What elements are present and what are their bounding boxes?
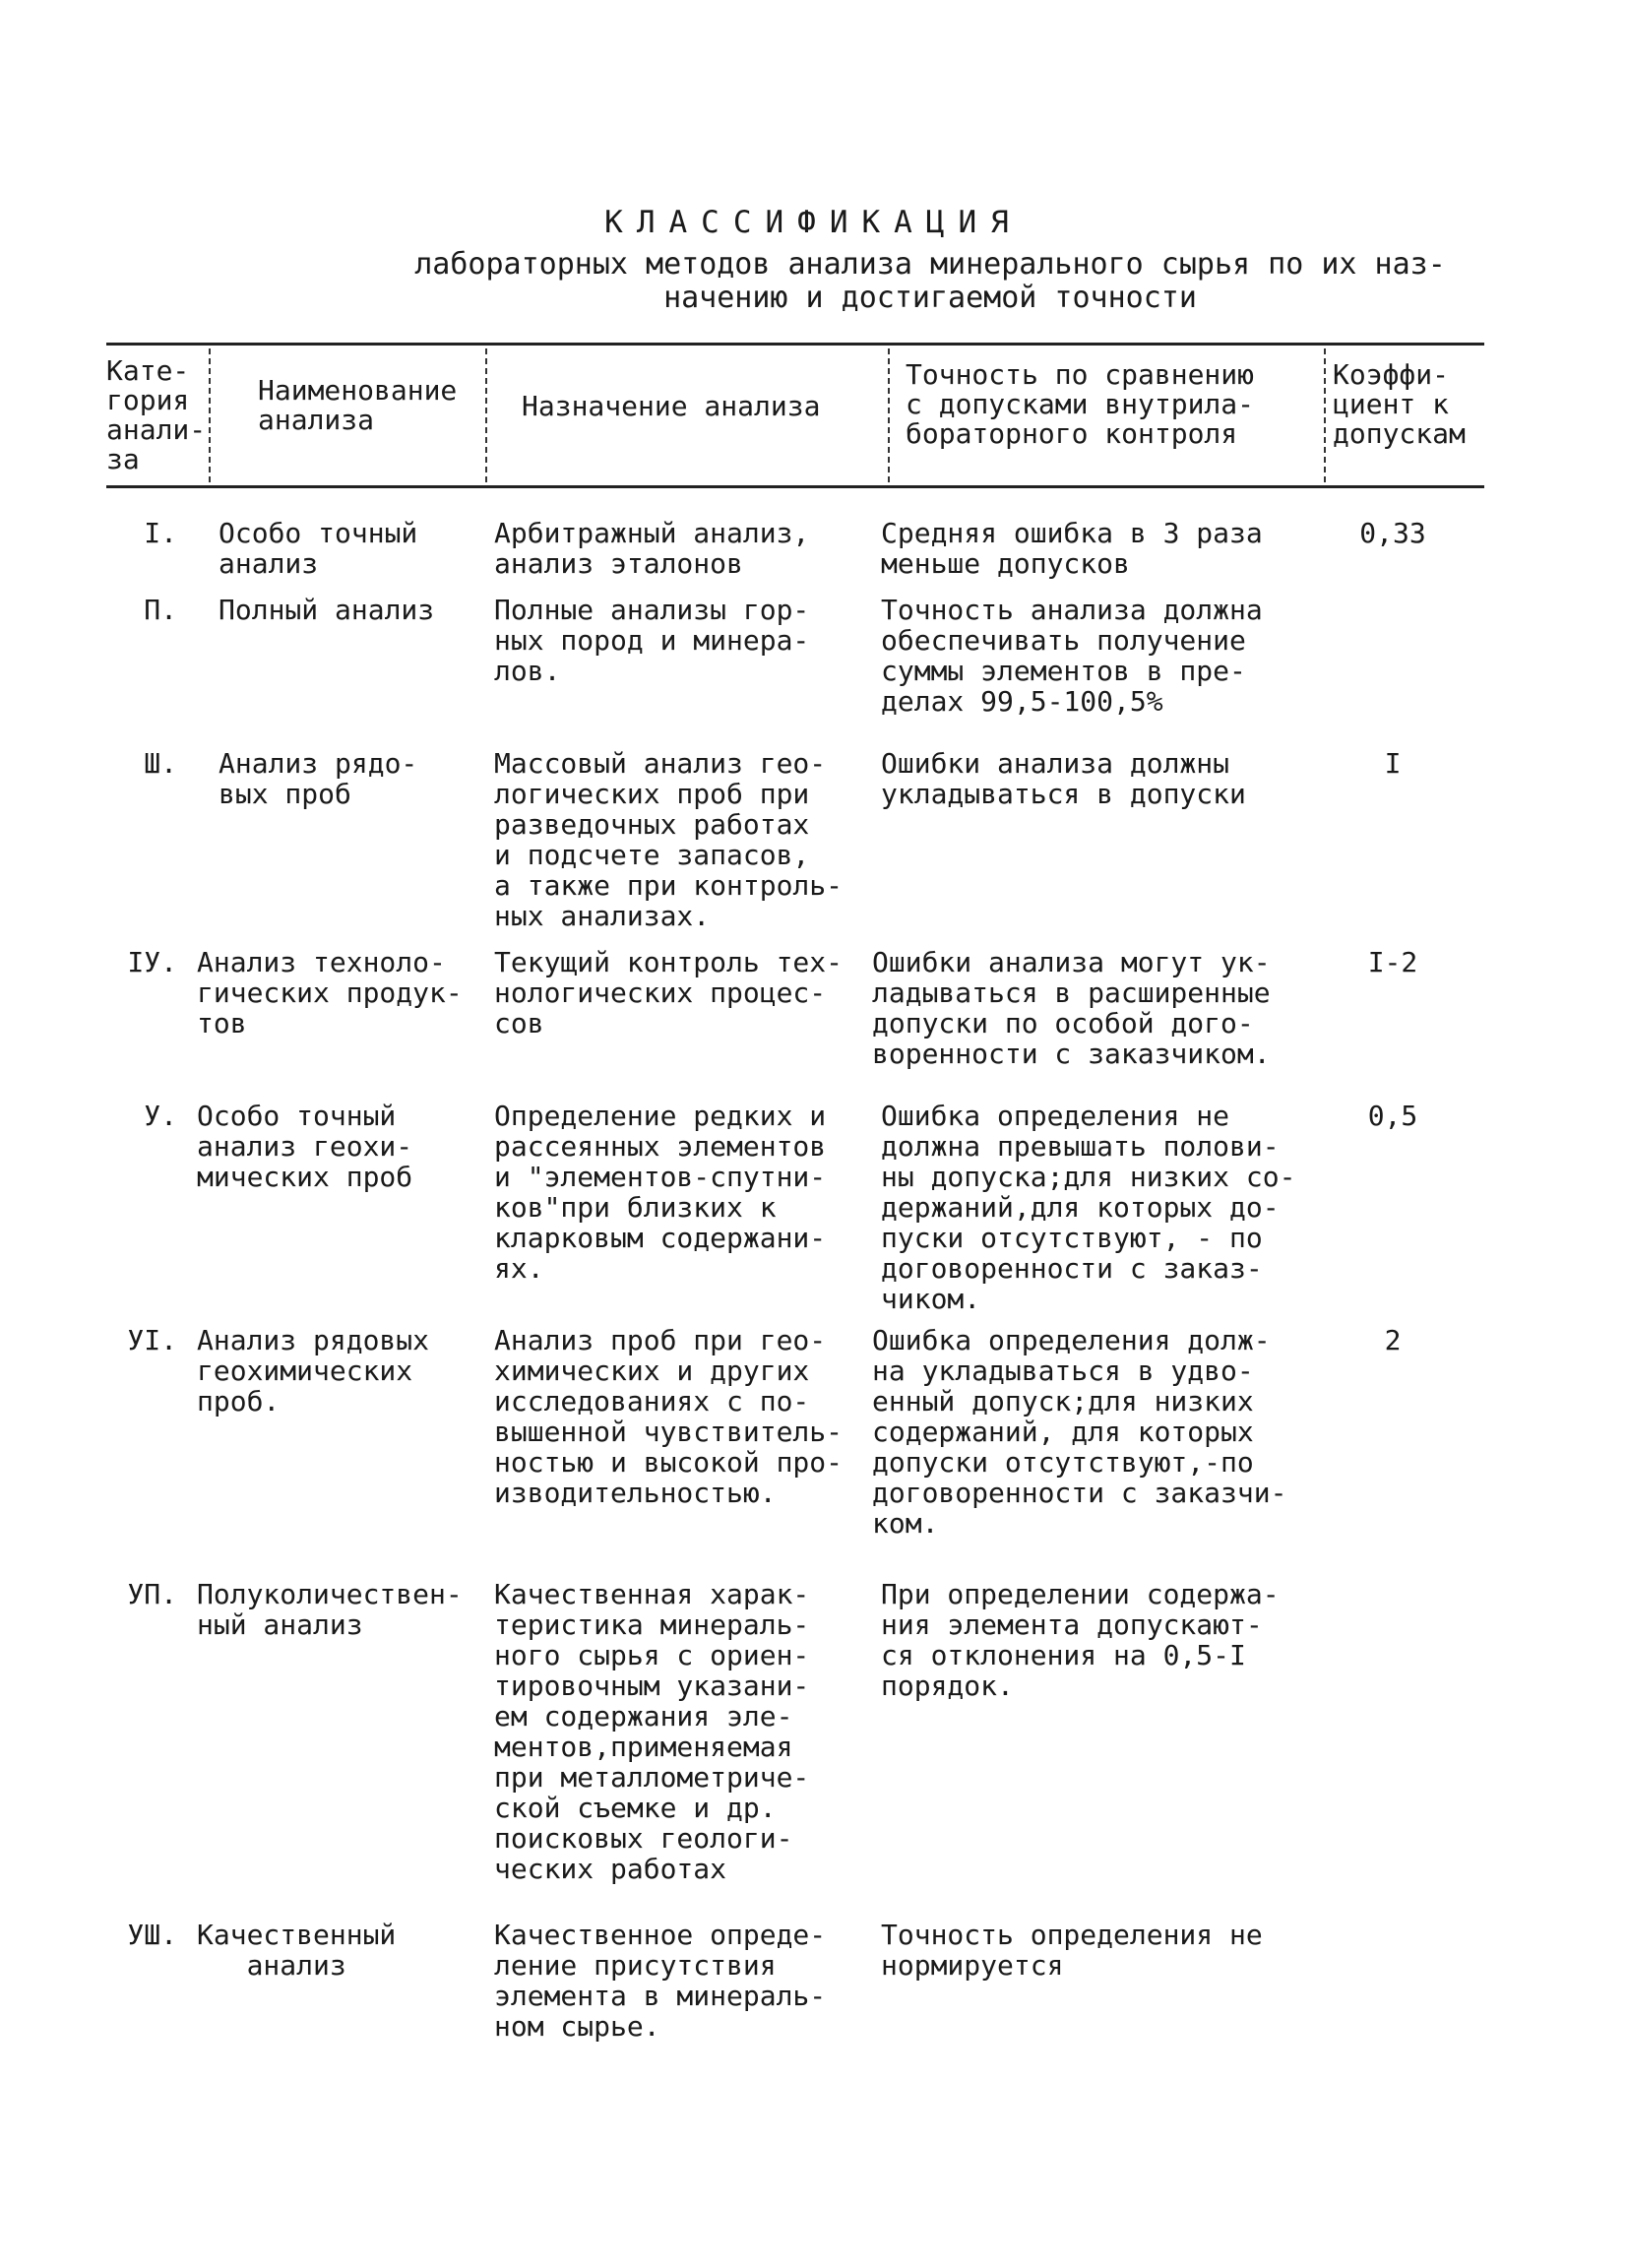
header-separator: [209, 348, 211, 482]
row-category: УШ.: [127, 1919, 177, 1951]
row-accuracy: Ошибки анализа могут ук- ладываться в расширенные допуски по особой дого- воренности с заказчиком.: [872, 946, 1271, 1070]
row-purpose: Качественное опреде- ление присутствия элемента в минераль- ном сырье.: [494, 1919, 827, 2043]
row-coefficient: 2: [1384, 1324, 1402, 1356]
document-subtitle-line1: лабораторных методов анализа минерального сырья по их наз-: [414, 247, 1446, 282]
row-purpose: Определение редких и рассеянных элементов и "элементов-спутни- ков"при близких к кларковым содержани- ях.: [494, 1100, 827, 1285]
row-coefficient: 0,5: [1367, 1100, 1418, 1132]
table-header-rule: [106, 485, 1484, 488]
header-separator: [1324, 348, 1326, 482]
row-purpose: Полные анализы гор- ных пород и минера- лов.: [494, 594, 810, 687]
row-category: УI.: [127, 1324, 177, 1356]
header-coefficient: Коэффи- циент к допускам: [1333, 358, 1466, 450]
row-purpose: Арбитражный анализ, анализ эталонов: [494, 517, 810, 580]
row-coefficient: I: [1384, 747, 1402, 780]
row-name: Анализ техноло- гических продук- тов: [197, 946, 463, 1040]
row-category: У.: [144, 1100, 177, 1132]
row-name: Полный анализ: [219, 594, 435, 626]
row-accuracy: Средняя ошибка в 3 раза меньше допусков: [881, 517, 1263, 580]
row-name: Качественный анализ: [197, 1919, 397, 1982]
row-coefficient: 0,33: [1359, 517, 1426, 549]
row-name: Полуколичествен- ный анализ: [197, 1578, 463, 1641]
row-purpose: Анализ проб при гео- химических и других исследованиях с по- вышенной чувствитель- ностью и высокой про- изводительностью.: [494, 1324, 844, 1509]
row-category: IУ.: [127, 946, 177, 978]
document-subtitle-line2: начению и достигаемой точности: [663, 281, 1197, 315]
row-purpose: Качественная харак- теристика минераль- ного сырья с ориен- тировочным указани- ем содержания эле- ментов,применяемая при металлометриче- ской съемке и др. поисковых геологи- ческих работах: [494, 1578, 810, 1885]
row-name: Особо точный анализ геохи- мических проб: [197, 1100, 413, 1193]
row-accuracy: Ошибка определения долж- на укладываться в удво- енный допуск;для низких содержаний, для которых допуски отсутствуют,-по договоренности с заказчи- ком.: [872, 1324, 1287, 1540]
row-accuracy: При определении содержа- ния элемента допускают- ся отклонения на 0,5-I порядок.: [881, 1578, 1280, 1702]
table-top-rule: [106, 343, 1484, 346]
row-accuracy: Ошибки анализа должны укладываться в допуски: [881, 747, 1246, 810]
row-accuracy: Ошибка определения не должна превышать полови- ны допуска;для низких со- держаний,для которых до- пуски отсутствуют, - по договоренности с заказ- чиком.: [881, 1100, 1296, 1315]
row-category: Ш.: [144, 747, 177, 780]
row-name: Особо точный анализ: [219, 517, 418, 580]
row-name: Анализ рядо- вых проб: [219, 747, 418, 810]
row-purpose: Текущий контроль тех- нологических процес- сов: [494, 946, 844, 1040]
row-accuracy: Точность определения не нормируется: [881, 1919, 1263, 1982]
row-category: УП.: [127, 1578, 177, 1610]
document-title: КЛАССИФИКАЦИЯ: [604, 205, 1023, 240]
row-accuracy: Точность анализа должна обеспечивать получение суммы элементов в пре- делах 99,5-100,5%: [881, 594, 1263, 718]
row-purpose: Массовый анализ гео- логических проб при разведочных работах и подсчете запасов, а также при контроль- ных анализах.: [494, 747, 844, 932]
row-category: I.: [144, 517, 177, 549]
header-category: Кате- гория анали- за: [106, 354, 207, 475]
header-separator: [888, 348, 890, 482]
header-separator: [485, 348, 487, 482]
row-coefficient: I-2: [1367, 946, 1418, 978]
header-name: Наименование анализа: [258, 374, 458, 436]
row-category: П.: [144, 594, 177, 626]
header-accuracy: Точность по сравнению с допусками внутрила- бораторного контроля: [906, 358, 1255, 450]
header-purpose: Назначение анализа: [522, 390, 821, 422]
row-name: Анализ рядовых геохимических проб.: [197, 1324, 430, 1418]
